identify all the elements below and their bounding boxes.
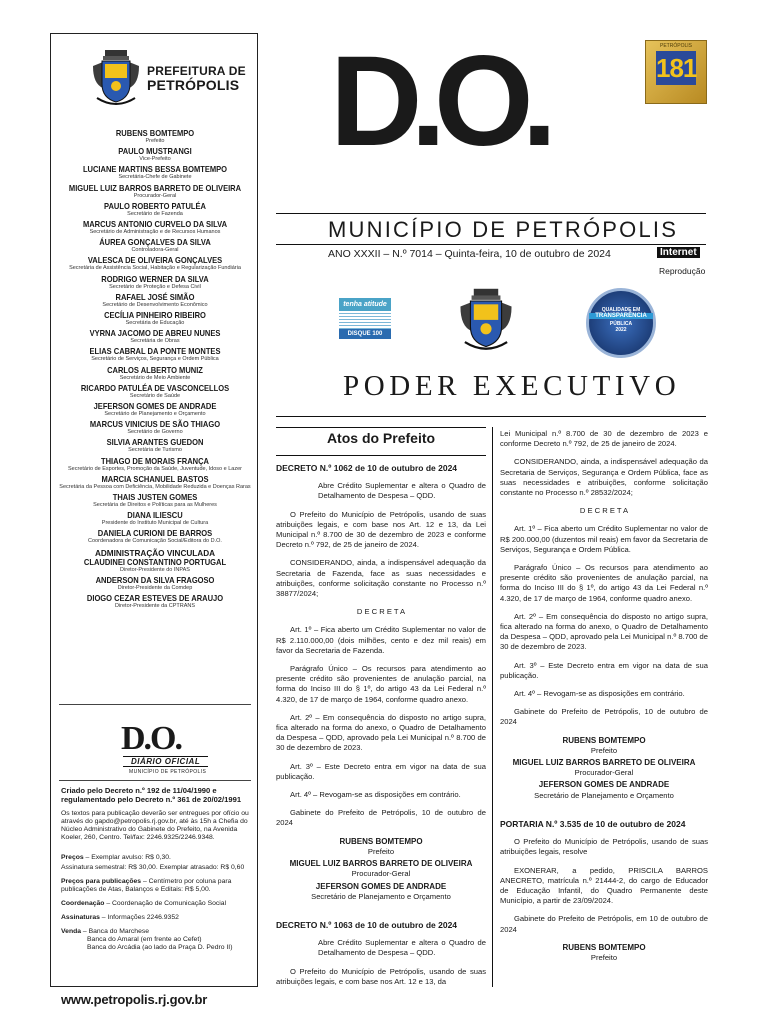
admin-title: ADMINISTRAÇÃO VINCULADA xyxy=(94,548,216,558)
signatory-name: MIGUEL LUIZ BARROS BARRETO DE OLIVEIRA xyxy=(289,859,473,869)
official-role: Secretária de Turismo xyxy=(128,447,182,454)
official-name: VYRNA JACOMO DE ABREU NUNES xyxy=(89,329,221,339)
transparencia-seal xyxy=(586,288,656,358)
tenha-atitude-logo xyxy=(339,298,391,348)
paragraph: Art. 4º – Revogam-se as disposições em contrário. xyxy=(514,689,685,699)
assinaturas xyxy=(61,914,251,922)
official-name: JEFERSON GOMES DE ANDRADE xyxy=(93,402,217,412)
official-name: ELIAS CABRAL DA PONTE MONTES xyxy=(89,347,221,357)
official-role: Secretário de Proteção e Defesa Civil xyxy=(109,283,201,290)
signatory-name: RUBENS BOMTEMPO xyxy=(562,942,646,952)
paragraph: Gabinete do Prefeito de Petrópolis, 10 de outubro de 2024 xyxy=(500,707,708,727)
column-divider xyxy=(492,427,493,987)
municipio-title: MUNICÍPIO DE PETRÓPOLIS xyxy=(328,217,679,242)
signatory-role: Secretário de Planejamento e Orçamento xyxy=(534,790,674,800)
signatory-name: JEFERSON GOMES DE ANDRADE xyxy=(315,881,447,891)
transparencia-line2: TRANSPARÊNCIA xyxy=(589,313,653,319)
official-role: Secretário de Governo xyxy=(127,429,183,436)
paragraph: Art. 1º – Fica aberto um Crédito Suplementar no valor de R$ 2.110.000,00 (dois milhões, cento e dez mil reais) em favor da Secretaria de Fazenda. xyxy=(276,625,486,655)
signatory-name: MIGUEL LUIZ BARROS BARRETO DE OLIVEIRA xyxy=(512,758,696,768)
official-name: CECÍLIA PINHEIRO RIBEIRO xyxy=(104,311,206,321)
official-role: Secretário de Administração e de Recursos Humanos xyxy=(89,229,221,236)
official-name: MARCUS ANTONIO CURVELO DA SILVA xyxy=(82,220,228,230)
badge-181-number: 181 xyxy=(656,53,697,83)
official-role: Secretário de Meio Ambiente xyxy=(119,374,191,381)
official-role: Secretária da Pessoa com Deficiência, Mobilidade Reduzida e Doenças Raras xyxy=(59,483,251,490)
header-rule xyxy=(276,213,706,214)
disque-100-text: DISQUE 100 xyxy=(339,329,391,339)
internet-badge: Internet xyxy=(657,247,700,258)
prefeitura-title xyxy=(147,64,246,92)
official-name: VALESCA DE OLIVEIRA GONÇALVES xyxy=(87,256,223,266)
spacer xyxy=(276,904,486,912)
divider xyxy=(59,780,251,781)
spacer xyxy=(500,803,708,811)
precos xyxy=(61,854,251,862)
created-note: Criado pelo Decreto n.º 192 de 11/04/1990 e regulamentado pelo Decreto n.º 361 de 20/02/1991 xyxy=(61,786,242,804)
official-name: SILVIA ARANTES GUEDON xyxy=(106,438,204,448)
paragraph: Parágrafo Único – Os recursos para atendimento ao presente crédito são provenientes de anulação parcial, na forma do Inciso III do § 1º, do artigo 43 da Lei Federal n.º 4.320, de 17 de março de 1964, conforme quadro anexo. xyxy=(276,664,486,704)
official-name: CARLOS ALBERTO MUNIZ xyxy=(107,365,203,375)
official-role: Controladora-Geral xyxy=(131,247,179,254)
official-role: Secretário de Serviços, Segurança e Ordem Pública xyxy=(91,356,219,363)
official-name: RUBENS BOMTEMPO xyxy=(115,129,195,138)
coord-label: Coordenação xyxy=(61,900,105,907)
badge-181-top: PETRÓPOLIS xyxy=(660,43,692,49)
edition-line: ANO XXXII – N.º 7014 – Quinta-feira, 10 de outubro de 2024 xyxy=(328,248,611,260)
tenha-atitude-text: tenha atitude xyxy=(339,298,391,311)
signatory-name: JEFERSON GOMES DE ANDRADE xyxy=(538,780,670,790)
precos-pub-label: Preços para publicações xyxy=(61,878,142,885)
venda-2: Banca do Amaral (em frente ao Cefet) xyxy=(87,936,202,943)
paragraph: Gabinete do Prefeito de Petrópolis, 10 de outubro de 2024 xyxy=(276,808,486,828)
atos-do-prefeito-title: Atos do Prefeito xyxy=(326,430,436,446)
admin-official-name: ANDERSON DA SILVA FRAGOSO xyxy=(95,575,215,585)
precos-pub-text: – Centímetro por coluna para publicações de Atas, Balanços e Editais: R$ 5,00. xyxy=(61,878,232,893)
paragraph: Art. 2º – Em consequência do disposto no artigo supra, fica alterado na forma do anexo, o Quadro de Detalhamento da Despesa – QDD, aprovado pela Lei Municipal n.º 8.700 de 30 de dezembro de 2023. xyxy=(500,611,708,652)
paragraph: Art. 3º – Este Decreto entra em vigor na data de sua publicação. xyxy=(276,761,486,781)
transparencia-line3: PÚBLICA xyxy=(609,321,633,327)
website-link[interactable]: www.petropolis.rj.gov.br xyxy=(61,992,208,1007)
official-name: THAIS JUSTEN GOMES xyxy=(112,493,198,503)
prefeitura-line2: PETRÓPOLIS xyxy=(147,77,240,93)
admin-official-name: CLAUDINEI CONSTANTINO PORTUGAL xyxy=(83,557,227,567)
header-rule xyxy=(276,244,706,245)
paragraph: Parágrafo Único – Os recursos para atendimento ao presente crédito são provenientes de anulação parcial, na forma do Inciso III do § 1º, do artigo 43 da Lei Federal n.º 4.320, de 17 de março de 1964, conforme quadro anexo. xyxy=(500,563,708,603)
admin-official-role: Diretor-Presidente da CPTRANS xyxy=(114,603,196,610)
city-crest-icon xyxy=(456,285,516,357)
official-name: PAULO ROBERTO PATULÉA xyxy=(104,201,206,211)
precos-publicacoes xyxy=(61,878,251,894)
official-role: Secretário de Esportes, Promoção da Saúde, Juventude, Idoso e Lazer xyxy=(68,465,242,472)
official-name: THIAGO DE MORAIS FRANÇA xyxy=(101,456,209,466)
masthead-title: D.O. xyxy=(330,30,546,173)
venda-1: – Banca do Marchese xyxy=(81,928,150,935)
divider xyxy=(59,704,251,705)
official-role: Vice-Prefeito xyxy=(139,156,171,163)
official-name: RICARDO PATULÉA DE VASCONCELLOS xyxy=(80,383,230,393)
assinatura-text: Assinatura semestral: R$ 30,00. Exemplar atrasado: R$ 0,60 xyxy=(61,864,245,871)
precos-label: Preços xyxy=(61,854,84,861)
act-heading: DECRETO N.º 1062 de 10 de outubro de 2024 xyxy=(276,463,458,473)
paragraph: O Prefeito do Município de Petrópolis, usando de suas atribuições legais, e com base nos Art. 12 e 13, da xyxy=(276,966,486,986)
section-rule xyxy=(276,416,706,417)
badge-181 xyxy=(645,40,707,104)
prefeitura-line1: PREFEITURA DE xyxy=(147,64,246,78)
paragraph: O Prefeito do Município de Petrópolis, usando de suas atribuições legais, e com base nos Art. 12 e 13, da Lei Municipal n.º 8.700 de 30 de dezembro de 2023 e conforme Decreto n.º 792, de 25 de janeiro de 2024. xyxy=(276,509,486,550)
do-small-subtitle2: MUNICÍPIO DE PETRÓPOLIS xyxy=(129,769,207,775)
submission-note: Os textos para publicação deverão ser entregues por ofício ou através do gapdo@petropolis.rj.gov.br, até às 15h a Chefia do Núcleo Administrativo do Gabinete do Prefeito, na Avenida Koeler, 260, Centro. Tel/fax: 2246.9325/2246.9348. xyxy=(61,810,249,841)
paragraph: Gabinete do Prefeito de Petrópolis, em 10 de outubro de 2024 xyxy=(500,914,708,934)
paragraph: Art. 4º – Revogam-se as disposições em contrário. xyxy=(290,790,461,800)
venda xyxy=(61,928,251,952)
official-role: Secretário de Fazenda xyxy=(127,210,183,217)
paragraph: Lei Municipal n.º 8.700 de 30 de dezembro de 2023 e conforme Decreto n.º 792, de 25 de janeiro de 2024. xyxy=(500,429,708,449)
transparencia-year: 2022 xyxy=(615,327,627,333)
sidebar xyxy=(50,33,258,1007)
venda-3: Banca do Arcádia (ao lado da Praça D. Pedro II) xyxy=(87,944,233,951)
signatory-role: Prefeito xyxy=(367,846,395,856)
official-role: Secretária-Chefe de Gabinete xyxy=(118,174,192,181)
paragraph: Art. 1º – Fica aberto um Crédito Suplementar no valor de R$ 200.000,00 (duzentos mil reais) em favor da Secretaria de Serviços, Segurança e Ordem Pública. xyxy=(500,524,708,554)
officials-list xyxy=(51,129,259,612)
content-column-1 xyxy=(276,463,486,987)
official-name: RODRIGO WERNER DA SILVA xyxy=(101,274,209,284)
paragraph: Art. 2º – Em consequência do disposto no artigo supra, fica alterado na forma do anexo, o Quadro de Detalhamento da Despesa – QDD, aprovado pela Lei Municipal n.º 8.700 de 30 de dezembro de 2023. xyxy=(276,712,486,753)
admin-official-name: DIOGO CEZAR ESTEVES DE ARAUJO xyxy=(86,594,224,604)
admin-official-role: Diretor-Presidente do INPAS xyxy=(120,566,190,573)
official-name: LUCIANE MARTINS BESSA BOMTEMPO xyxy=(82,165,228,175)
decreta-label: D E C R E T A xyxy=(579,506,629,516)
act-heading: PORTARIA N.º 3.535 de 10 de outubro de 2024 xyxy=(500,818,686,829)
admin-official-role: Diretor-Presidente da Comdep xyxy=(117,584,193,591)
official-role: Secretária de Assistência Social, Habitação e Regularização Fundiária xyxy=(69,265,241,272)
signatory-role: Secretário de Planejamento e Orçamento xyxy=(311,891,451,901)
paragraph: Art. 3º – Este Decreto entra em vigor na data de sua publicação. xyxy=(500,660,708,680)
paragraph: EXONERAR, a pedido, PRISCILA BARROS ANECRETO, matrícula n.º 21444-2, do cargo de Educador de Educação Infantil, do Quadro Permanente deste Município, a partir de 23/09/2024. xyxy=(500,865,708,906)
signatory-role: Procurador-Geral xyxy=(351,869,411,879)
poder-executivo-title: PODER EXECUTIVO xyxy=(343,370,681,402)
paragraph: CONSIDERANDO, ainda, a indispensável adequação da Secretaria de Fazenda, face as suas necessidades e atribuições, conforme solicitação constante no Processo n.º 38877/2024; xyxy=(276,558,486,599)
do-small-logo: D.O. xyxy=(121,720,181,757)
official-role: Secretária de Educação xyxy=(125,320,185,327)
official-name: RAFAEL JOSÉ SIMÃO xyxy=(115,292,195,302)
act-summary: Abre Crédito Suplementar e altera o Quadro de Detalhamento de Despesa – QDD. xyxy=(318,481,486,501)
official-role: Secretário de Planejamento e Orçamento xyxy=(104,411,206,418)
venda-label: Venda xyxy=(61,928,82,935)
signatory-name: RUBENS BOMTEMPO xyxy=(562,735,646,745)
reproducao-label: Reprodução xyxy=(659,266,706,276)
official-name: DIANA ILIESCU xyxy=(127,511,183,521)
official-role: Coordenadora de Comunicação Social/Editora do D.O. xyxy=(88,538,222,545)
transparencia-line1: QUALIDADE EM xyxy=(601,307,641,313)
official-name: MARCIA SCHANUEL BASTOS xyxy=(101,474,209,484)
signatory-name: RUBENS BOMTEMPO xyxy=(339,836,423,846)
assinaturas-text: – Informações 2246.9352 xyxy=(99,914,179,921)
official-role: Secretário de Desenvolvimento Econômico xyxy=(102,301,208,308)
signatory-role: Prefeito xyxy=(590,745,618,755)
city-crest-icon xyxy=(89,48,143,110)
official-name: PAULO MUSTRANGI xyxy=(118,147,192,157)
official-name: MARCUS VINICIUS DE SÃO THIAGO xyxy=(89,420,221,430)
campaign-text-lines xyxy=(339,311,391,329)
paragraph: CONSIDERANDO, ainda, a indispensável adequação da Secretaria de Serviços, Segurança e Ordem Pública, face as suas necessidades e atribuições, conforme solicitação constante no Processo n.º 28532/2024; xyxy=(500,457,708,498)
coordenacao xyxy=(61,900,251,908)
assinaturas-label: Assinaturas xyxy=(61,914,100,921)
official-role: Presidente do Instituto Municipal de Cultura xyxy=(101,520,209,527)
atos-rule-bottom xyxy=(276,455,486,456)
official-role: Secretária de Obras xyxy=(130,338,180,345)
act-summary: Abre Crédito Suplementar e altera o Quadro de Detalhamento de Despesa – QDD. xyxy=(318,938,486,958)
official-name: MIGUEL LUIZ BARROS BARRETO DE OLIVEIRA xyxy=(68,183,242,193)
official-role: Procurador-Geral xyxy=(133,192,177,199)
coord-text: – Coordenação de Comunicação Social xyxy=(104,900,227,907)
signatory-role: Prefeito xyxy=(590,952,618,962)
content-column-2 xyxy=(500,429,708,987)
decreta-label: D E C R E T A xyxy=(356,607,406,617)
act-heading: DECRETO N.º 1063 de 10 de outubro de 2024 xyxy=(276,919,458,930)
official-role: Secretária de Direitos e Políticas para as Mulheres xyxy=(93,502,217,509)
atos-rule-top xyxy=(276,427,486,428)
official-role: Secretário de Saúde xyxy=(129,392,181,399)
official-name: ÁUREA GONÇALVES DA SILVA xyxy=(99,238,211,248)
official-name: DANIELA CURIONI DE BARROS xyxy=(97,529,213,539)
do-small-subtitle: DIÁRIO OFICIAL xyxy=(123,756,208,767)
official-role: Prefeito xyxy=(145,138,165,144)
precos-text: – Exemplar avulso: R$ 0,30. xyxy=(83,854,171,861)
signatory-role: Procurador-Geral xyxy=(574,768,634,778)
paragraph: O Prefeito do Município de Petrópolis, usando de suas atribuições legais, resolve xyxy=(500,837,708,857)
